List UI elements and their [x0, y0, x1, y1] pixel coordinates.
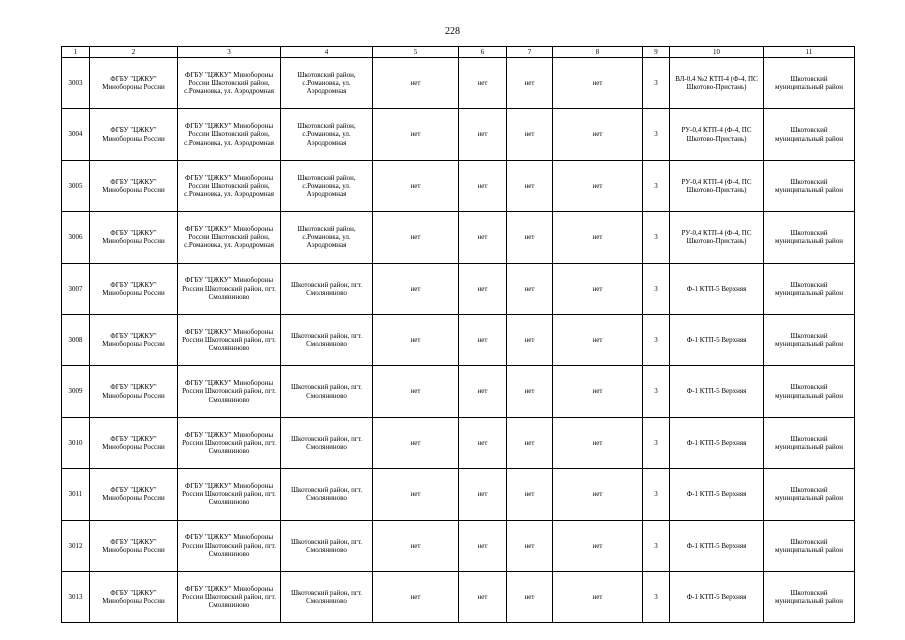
- source-cell: ВЛ-0,4 №2 КТП-4 (Ф-4, ПС Шкотово-Пристань): [670, 58, 764, 109]
- col8-cell: нет: [553, 571, 643, 622]
- holder-cell: [178, 571, 281, 622]
- address-cell: Шкотовский район, пгт. Смоляниново: [281, 366, 373, 417]
- col8-cell: нет: [553, 58, 643, 109]
- table-row: [62, 58, 855, 109]
- col9-cell: 3: [643, 109, 670, 160]
- district-cell: Шкотовский муниципальный район: [764, 212, 855, 263]
- address-cell: Шкотовский район, с.Романовка, ул. Аэродромная: [281, 160, 373, 211]
- district-cell: Шкотовский муниципальный район: [764, 314, 855, 365]
- address-cell: Шкотовский район, пгт. Смоляниново: [281, 314, 373, 365]
- col6-cell: нет: [459, 469, 507, 520]
- district-cell: Шкотовский муниципальный район: [764, 571, 855, 622]
- col7-cell: нет: [507, 314, 553, 365]
- owner-cell: ФГБУ "ЦЖКУ" Минобороны России: [90, 417, 178, 468]
- col5-cell: нет: [373, 366, 459, 417]
- col8-cell: нет: [553, 314, 643, 365]
- table-row: [62, 314, 855, 365]
- district-cell: Шкотовский муниципальный район: [764, 58, 855, 109]
- col9-cell: 3: [643, 520, 670, 571]
- col8-cell: нет: [553, 109, 643, 160]
- holder-text: ФГБУ "ЦЖКУ" Минобороны России Шкотовский район, с.Романовка, ул. Аэродромная: [184, 173, 274, 199]
- holder-cell: [178, 263, 281, 314]
- address-cell: Шкотовский район, с.Романовка, ул. Аэродромная: [281, 212, 373, 263]
- holder-text: ФГБУ "ЦЖКУ" Минобороны России Шкотовский район, с.Романовка, ул. Аэродромная: [184, 225, 274, 250]
- district-cell: Шкотовский муниципальный район: [764, 469, 855, 520]
- source-cell: РУ-0,4 КТП-4 (Ф-4, ПС Шкотово-Пристань): [670, 160, 764, 211]
- column-header: 9: [643, 47, 670, 58]
- col9-cell: 3: [643, 571, 670, 622]
- table-row: [62, 109, 855, 160]
- row-number: 3010: [62, 417, 90, 468]
- owner-cell: ФГБУ "ЦЖКУ" Минобороны России: [90, 469, 178, 520]
- col6-cell: нет: [459, 212, 507, 263]
- source-cell: Ф-1 КТП-5 Верхняя: [670, 366, 764, 417]
- col8-cell: нет: [553, 212, 643, 263]
- table-row: [62, 263, 855, 314]
- column-header: 8: [553, 47, 643, 58]
- holder-text: ФГБУ "ЦЖКУ" Минобороны России Шкотовский район, пгт. Смоляниново: [182, 482, 276, 507]
- col7-cell: нет: [507, 571, 553, 622]
- column-header: 4: [281, 47, 373, 58]
- district-cell: Шкотовский муниципальный район: [764, 109, 855, 160]
- owner-cell: ФГБУ "ЦЖКУ" Минобороны России: [90, 314, 178, 365]
- holder-cell: [178, 109, 281, 160]
- column-header: 3: [178, 47, 281, 58]
- source-cell: Ф-1 КТП-5 Верхняя: [670, 417, 764, 468]
- holder-cell: [178, 212, 281, 263]
- row-number: 3009: [62, 366, 90, 417]
- col5-cell: нет: [373, 160, 459, 211]
- row-number: 3007: [62, 263, 90, 314]
- col6-cell: нет: [459, 160, 507, 211]
- source-cell: РУ-0,4 КТП-4 (Ф-4, ПС Шкотово-Пристань): [670, 212, 764, 263]
- col7-cell: нет: [507, 366, 553, 417]
- holder-cell: [178, 58, 281, 109]
- col5-cell: нет: [373, 109, 459, 160]
- col9-cell: 3: [643, 417, 670, 468]
- col7-cell: нет: [507, 212, 553, 263]
- col9-cell: 3: [643, 160, 670, 211]
- col8-cell: нет: [553, 417, 643, 468]
- col7-cell: нет: [507, 58, 553, 109]
- column-header: 1: [62, 47, 90, 58]
- district-cell: Шкотовский муниципальный район: [764, 263, 855, 314]
- col9-cell: 3: [643, 469, 670, 520]
- source-cell: Ф-1 КТП-5 Верхняя: [670, 571, 764, 622]
- page-number: 228: [445, 26, 460, 37]
- source-cell: Ф-1 КТП-5 Верхняя: [670, 520, 764, 571]
- owner-cell: ФГБУ "ЦЖКУ" Минобороны России: [90, 520, 178, 571]
- table-row: [62, 417, 855, 468]
- col5-cell: нет: [373, 571, 459, 622]
- column-header: 5: [373, 47, 459, 58]
- col7-cell: нет: [507, 417, 553, 468]
- table-row: [62, 469, 855, 520]
- col7-cell: нет: [507, 469, 553, 520]
- column-header: 11: [764, 47, 855, 58]
- row-number: 3006: [62, 212, 90, 263]
- address-cell: Шкотовский район, пгт. Смоляниново: [281, 571, 373, 622]
- holder-text: ФГБУ "ЦЖКУ" Минобороны России Шкотовский район, пгт. Смоляниново: [182, 327, 276, 353]
- address-cell: Шкотовский район, пгт. Смоляниново: [281, 417, 373, 468]
- holder-cell: [178, 520, 281, 571]
- source-cell: Ф-1 КТП-5 Верхняя: [670, 263, 764, 314]
- district-cell: Шкотовский муниципальный район: [764, 160, 855, 211]
- col6-cell: нет: [459, 58, 507, 109]
- col7-cell: нет: [507, 160, 553, 211]
- holder-text: ФГБУ "ЦЖКУ" Минобороны России Шкотовский район, с.Романовка, ул. Аэродромная: [184, 70, 274, 96]
- row-number: 3005: [62, 160, 90, 211]
- row-number: 3011: [62, 469, 90, 520]
- holder-cell: [178, 160, 281, 211]
- col5-cell: нет: [373, 212, 459, 263]
- col8-cell: нет: [553, 520, 643, 571]
- col8-cell: нет: [553, 469, 643, 520]
- col5-cell: нет: [373, 58, 459, 109]
- owner-cell: ФГБУ "ЦЖКУ" Минобороны России: [90, 109, 178, 160]
- owner-cell: ФГБУ "ЦЖКУ" Минобороны России: [90, 263, 178, 314]
- district-cell: Шкотовский муниципальный район: [764, 366, 855, 417]
- row-number: 3004: [62, 109, 90, 160]
- holder-cell: [178, 366, 281, 417]
- holder-text: ФГБУ "ЦЖКУ" Минобороны России Шкотовский район, пгт. Смоляниново: [182, 379, 276, 404]
- address-cell: Шкотовский район, пгт. Смоляниново: [281, 520, 373, 571]
- source-cell: Ф-1 КТП-5 Верхняя: [670, 469, 764, 520]
- holder-cell: [178, 417, 281, 468]
- column-header: 2: [90, 47, 178, 58]
- col7-cell: нет: [507, 109, 553, 160]
- col6-cell: нет: [459, 314, 507, 365]
- col5-cell: нет: [373, 520, 459, 571]
- holder-text: ФГБУ "ЦЖКУ" Минобороны России Шкотовский район, пгт. Смоляниново: [182, 276, 276, 301]
- holder-cell: [178, 314, 281, 365]
- address-cell: Шкотовский район, с.Романовка, ул. Аэродромная: [281, 58, 373, 109]
- source-cell: Ф-1 КТП-5 Верхняя: [670, 314, 764, 365]
- col5-cell: нет: [373, 314, 459, 365]
- col9-cell: 3: [643, 314, 670, 365]
- row-number: 3012: [62, 520, 90, 571]
- row-number: 3003: [62, 58, 90, 109]
- district-cell: Шкотовский муниципальный район: [764, 520, 855, 571]
- col5-cell: нет: [373, 263, 459, 314]
- table-row: [62, 520, 855, 571]
- holder-text: ФГБУ "ЦЖКУ" Минобороны России Шкотовский район, пгт. Смоляниново: [182, 533, 276, 558]
- col6-cell: нет: [459, 520, 507, 571]
- col8-cell: нет: [553, 263, 643, 314]
- table-row: [62, 212, 855, 263]
- col6-cell: нет: [459, 417, 507, 468]
- owner-cell: ФГБУ "ЦЖКУ" Минобороны России: [90, 366, 178, 417]
- col5-cell: нет: [373, 469, 459, 520]
- col9-cell: 3: [643, 58, 670, 109]
- holder-text: ФГБУ "ЦЖКУ" Минобороны России Шкотовский район, с.Романовка, ул. Аэродромная: [184, 122, 274, 147]
- owner-cell: ФГБУ "ЦЖКУ" Минобороны России: [90, 212, 178, 263]
- address-cell: Шкотовский район, пгт. Смоляниново: [281, 469, 373, 520]
- col7-cell: нет: [507, 263, 553, 314]
- col6-cell: нет: [459, 571, 507, 622]
- address-cell: Шкотовский район, с.Романовка, ул. Аэродромная: [281, 109, 373, 160]
- column-header: 10: [670, 47, 764, 58]
- row-number: 3013: [62, 571, 90, 622]
- registry-table: [61, 46, 855, 623]
- col7-cell: нет: [507, 520, 553, 571]
- address-cell: Шкотовский район, пгт. Смоляниново: [281, 263, 373, 314]
- table-row: [62, 366, 855, 417]
- col6-cell: нет: [459, 366, 507, 417]
- col6-cell: нет: [459, 263, 507, 314]
- owner-cell: ФГБУ "ЦЖКУ" Минобороны России: [90, 571, 178, 622]
- owner-cell: ФГБУ "ЦЖКУ" Минобороны России: [90, 160, 178, 211]
- col6-cell: нет: [459, 109, 507, 160]
- col9-cell: 3: [643, 366, 670, 417]
- column-number-row: [62, 47, 855, 58]
- table-row: [62, 571, 855, 622]
- col8-cell: нет: [553, 366, 643, 417]
- column-header: 7: [507, 47, 553, 58]
- col5-cell: нет: [373, 417, 459, 468]
- column-header: 6: [459, 47, 507, 58]
- owner-cell: ФГБУ "ЦЖКУ" Минобороны России: [90, 58, 178, 109]
- holder-cell: [178, 469, 281, 520]
- holder-text: ФГБУ "ЦЖКУ" Минобороны России Шкотовский район, пгт. Смоляниново: [182, 430, 276, 456]
- holder-text: ФГБУ "ЦЖКУ" Минобороны России Шкотовский район, пгт. Смоляниново: [182, 584, 276, 610]
- source-cell: РУ-0,4 КТП-4 (Ф-4, ПС Шкотово-Пристань): [670, 109, 764, 160]
- row-number: 3008: [62, 314, 90, 365]
- col8-cell: нет: [553, 160, 643, 211]
- district-cell: Шкотовский муниципальный район: [764, 417, 855, 468]
- table-row: [62, 160, 855, 211]
- col9-cell: 3: [643, 212, 670, 263]
- col9-cell: 3: [643, 263, 670, 314]
